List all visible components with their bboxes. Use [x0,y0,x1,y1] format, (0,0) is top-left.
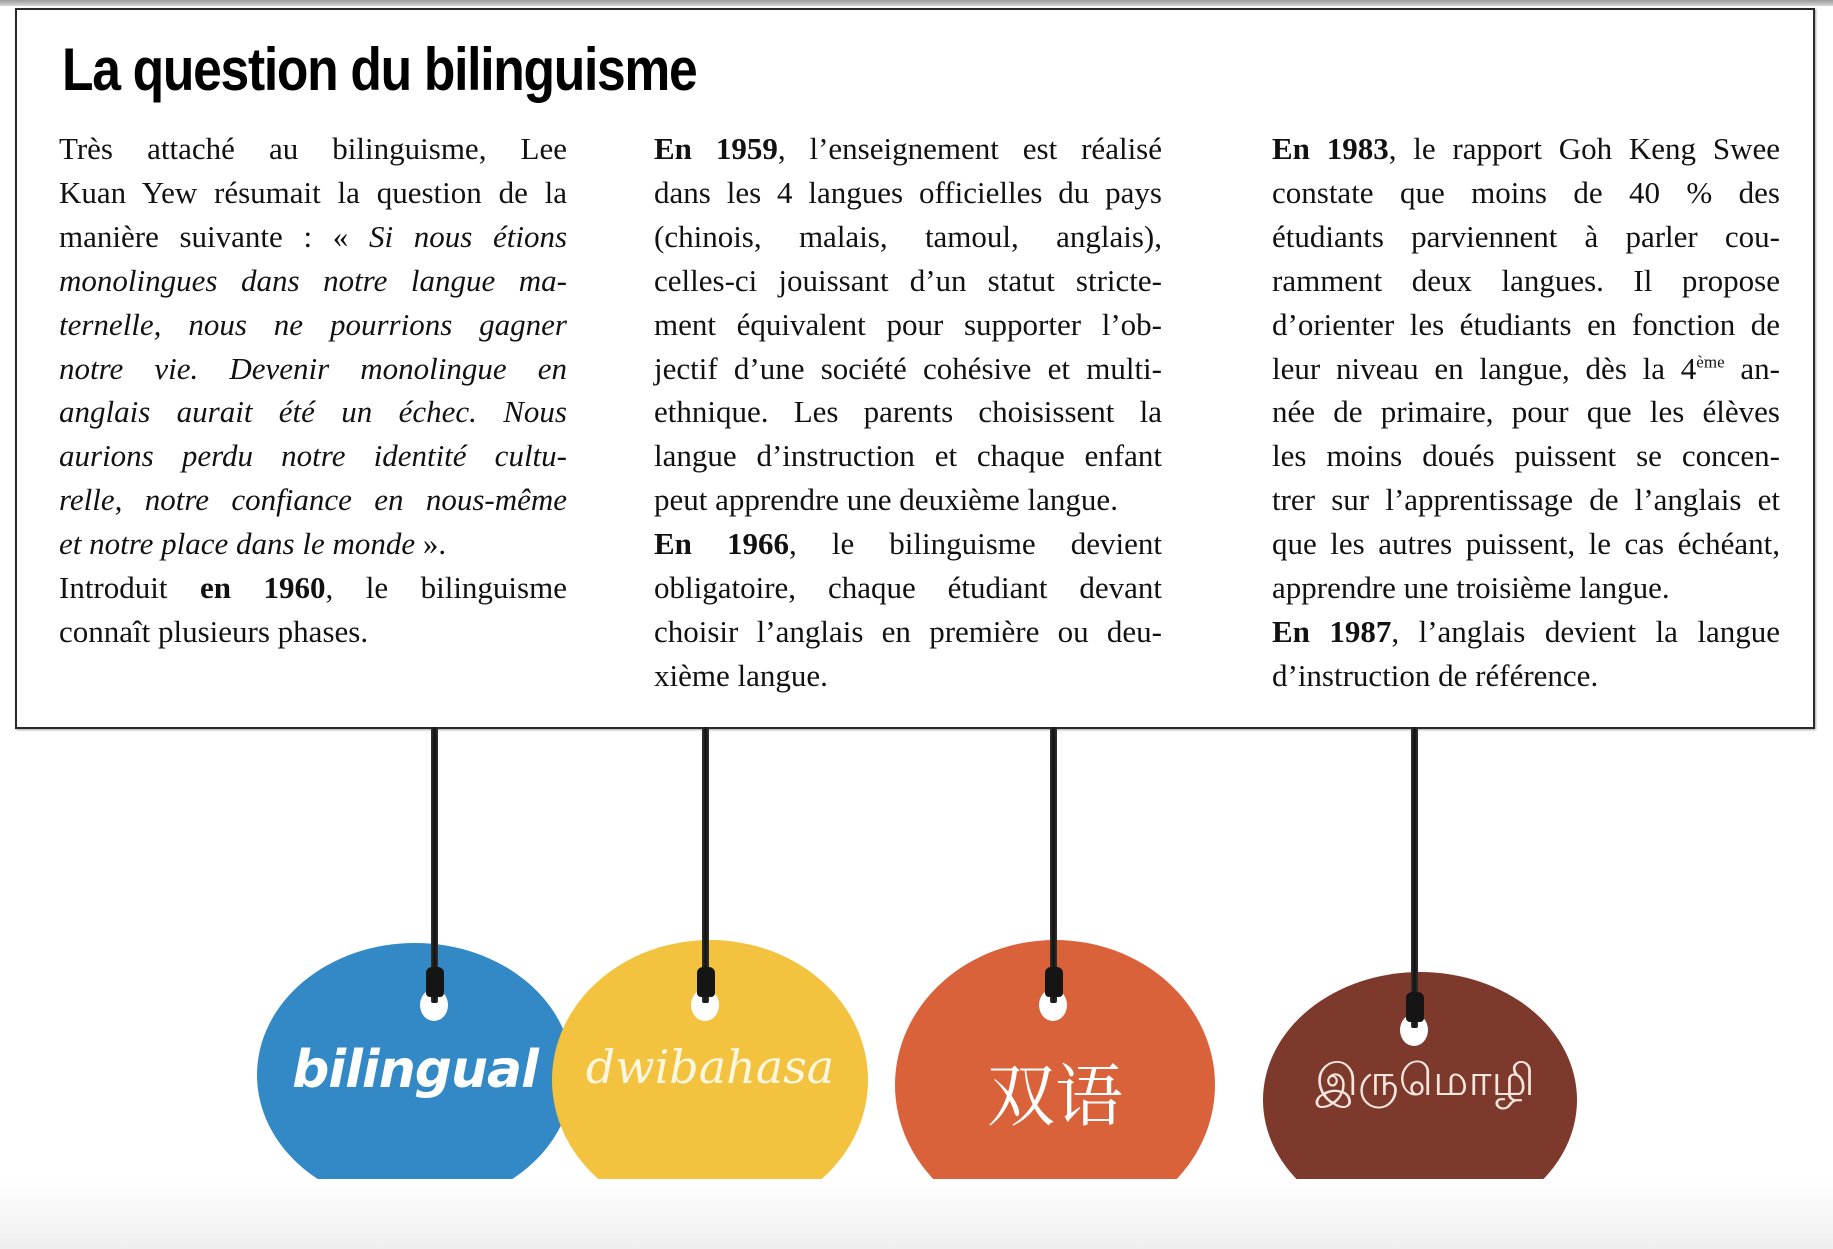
year-highlight: En 1966 [654,526,789,562]
year-highlight: En 1959 [654,131,778,166]
text-segment: Très attaché au bilinguisme, Lee [59,131,567,166]
text-segment: les moins doués puissent se concen- [1272,438,1780,474]
hanging-string [1411,727,1418,1028]
text-segment: trer sur l’apprentissage de l’anglais et [1272,482,1780,518]
bubble-label: இருமொழி [1315,1055,1535,1106]
text-segment: , le rapport Goh Keng Swee [1388,131,1780,166]
text-segment: que les autres puissent, le cas échéant, [1272,526,1780,562]
text-segment: obligatoire, chaque étudiant devant [654,570,1162,606]
text-segment: xième langue. [654,657,828,693]
text-segment: jectif d’une société cohésive et multi- [654,350,1162,386]
text-segment: peut apprendre une deuxième langue. [654,482,1118,518]
year-highlight: en 1960 [199,570,326,606]
text-segment: étudiants parviennent à parler cou- [1272,218,1780,254]
quote-text: relle, notre confiance en nous-même [59,482,567,518]
year-highlight: En 1987 [1272,613,1392,649]
text-segment: manière suivante : « [59,218,369,254]
bottom-fade [0,1179,1833,1249]
text-segment: choisir l’anglais en première ou deu- [654,613,1162,649]
text-segment: (chinois, malais, tamoul, anglais), [654,218,1162,254]
text-segment: apprendre une troisième langue. [1272,570,1670,606]
year-highlight: En 1983 [1272,131,1389,166]
text-segment: ». [415,526,447,562]
text-segment: ramment deux langues. Il propose [1272,262,1780,298]
text-segment: , le bilinguisme [325,570,567,606]
text-segment: d’orienter les étudiants en fonction de [1272,306,1780,342]
text-segment: , l’anglais devient la langue [1391,613,1780,649]
text-segment: an- [1724,350,1780,386]
text-segment: constate que moins de 40 % des [1272,174,1780,210]
text-segment: leur niveau en langue, dès la 4 [1272,350,1697,386]
text-segment: d’instruction de référence. [1272,657,1599,693]
text-segment: celles-ci jouissant d’un statut stricte- [654,262,1162,298]
text-segment: Kuan Yew résumait la question de la [59,174,567,210]
text-segment: Introduit [59,570,200,606]
quote-text: anglais aurait été un échec. Nous [59,394,567,430]
bubble-label: bilingual [292,1040,538,1100]
quote-text: notre vie. Devenir monolingue en [59,350,567,386]
text-segment: ethnique. Les parents choisissent la [654,394,1162,430]
text-segment: ment équivalent pour supporter l’ob- [654,306,1162,342]
bubble-label: dwibahasa [585,1040,835,1094]
quote-text: aurions perdu notre identité cultu- [59,438,567,474]
text-segment: née de primaire, pour que les élèves [1272,394,1780,430]
string-knot [1406,992,1424,1022]
quote-text: et notre place dans le monde [59,526,416,562]
quote-text: Si nous étions [368,218,568,254]
text-segment: , l’enseignement est réalisé [777,131,1162,166]
article-title: La question du bilinguisme [62,36,697,103]
quote-text: monolingues dans notre langue ma- [59,262,567,298]
bubble-label: 双语 [986,1058,1123,1137]
text-segment: dans les 4 langues officielles du pays [654,174,1162,210]
text-segment: , le bilinguisme devient [789,526,1162,562]
text-segment: connaît plusieurs phases. [59,613,369,649]
quote-text: ternelle, nous ne pourrions gagner [59,306,567,342]
text-segment: ème [1696,352,1725,372]
text-segment: langue d’instruction et chaque enfant [654,438,1162,474]
